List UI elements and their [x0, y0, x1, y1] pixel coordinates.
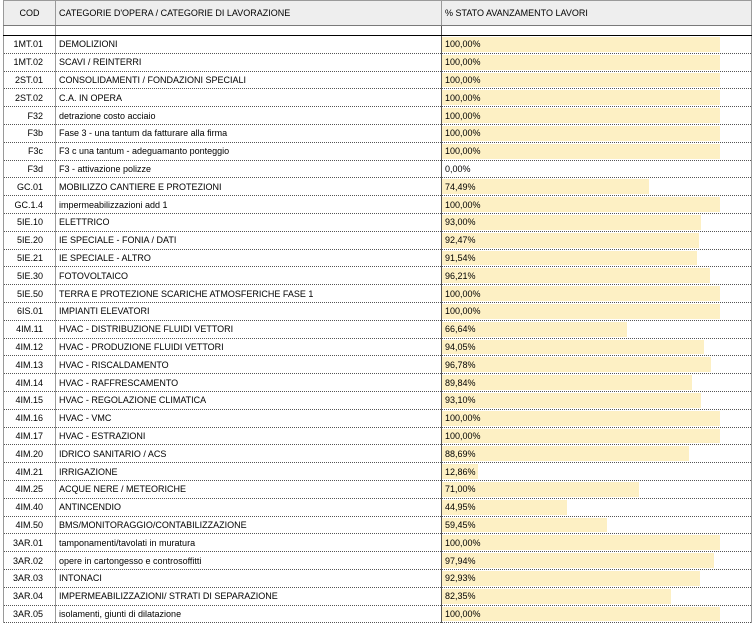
cell-categoria[interactable]: HVAC - ESTRAZIONI [56, 427, 442, 445]
table-row[interactable] [4, 338, 752, 356]
cell-stato[interactable] [442, 142, 752, 160]
progress-value: 100,00% [445, 608, 481, 619]
cell-stato[interactable] [442, 267, 752, 285]
cell-cod[interactable]: 4IM.50 [4, 516, 56, 534]
cell-stato[interactable] [442, 427, 752, 445]
cell-stato[interactable] [442, 356, 752, 374]
cell-stato[interactable] [442, 302, 752, 320]
cell-cod[interactable]: 4IM.11 [4, 320, 56, 338]
progress-value: 100,00% [445, 537, 481, 548]
cell-categoria[interactable]: MOBILIZZO CANTIERE E PROTEZIONI [56, 178, 442, 196]
cell-categoria[interactable]: BMS/MONITORAGGIO/CONTABILIZZAZIONE [56, 516, 442, 534]
cell-cod[interactable]: 3AR.05 [4, 605, 56, 623]
progress-value: 100,00% [445, 128, 481, 139]
progress-value: 44,95% [445, 502, 476, 513]
progress-value: 96,21% [445, 270, 476, 281]
cell-categoria[interactable]: detrazione costo acciaio [56, 107, 442, 125]
cell-cod[interactable]: F3b [4, 124, 56, 142]
column-header-cod[interactable]: COD [4, 1, 56, 26]
cell-categoria[interactable]: ACQUE NERE / METEORICHE [56, 480, 442, 498]
table-row[interactable] [4, 213, 752, 231]
cell-cod[interactable]: 6IS.01 [4, 302, 56, 320]
cell-stato[interactable] [442, 124, 752, 142]
cell-cod[interactable]: 4IM.40 [4, 498, 56, 516]
progress-value: 92,47% [445, 235, 476, 246]
cell-stato[interactable] [442, 605, 752, 623]
cell-cod[interactable]: 1MT.01 [4, 36, 56, 54]
progress-value: 12,86% [445, 466, 476, 477]
cell-categoria[interactable]: C.A. IN OPERA [56, 89, 442, 107]
table-body [4, 26, 752, 623]
cell-cod[interactable]: 4IM.25 [4, 480, 56, 498]
progress-value: 100,00% [445, 288, 481, 299]
spacer-cell [442, 26, 752, 36]
progress-value: 59,45% [445, 519, 476, 530]
table-row[interactable] [4, 178, 752, 196]
cell-categoria[interactable]: HVAC - RAFFRESCAMENTO [56, 374, 442, 392]
cell-cod[interactable]: 2ST.01 [4, 71, 56, 89]
cell-cod[interactable]: 4IM.15 [4, 391, 56, 409]
cell-stato[interactable] [442, 320, 752, 338]
cell-categoria[interactable]: HVAC - VMC [56, 409, 442, 427]
spacer-cell [4, 26, 56, 36]
cell-cod[interactable]: 4IM.12 [4, 338, 56, 356]
progress-value: 94,05% [445, 341, 476, 352]
cell-cod[interactable]: 5IE.50 [4, 285, 56, 303]
cell-cod[interactable]: GC.1.4 [4, 196, 56, 214]
progress-value: 92,93% [445, 573, 476, 584]
table-row[interactable] [4, 569, 752, 587]
progress-value: 82,35% [445, 591, 476, 602]
table-row[interactable] [4, 534, 752, 552]
cell-categoria[interactable]: isolamenti, giunti di dilatazione [56, 605, 442, 623]
table-row[interactable] [4, 320, 752, 338]
cell-cod[interactable]: 3AR.02 [4, 552, 56, 570]
cell-cod[interactable]: 4IM.13 [4, 356, 56, 374]
table-row[interactable] [4, 89, 752, 107]
cell-categoria[interactable]: ELETTRICO [56, 213, 442, 231]
progress-value: 97,94% [445, 555, 476, 566]
progress-value: 71,00% [445, 484, 476, 495]
table-row[interactable] [4, 302, 752, 320]
cell-cod[interactable]: 5IE.20 [4, 231, 56, 249]
table-row[interactable] [4, 445, 752, 463]
cell-cod[interactable]: 4IM.17 [4, 427, 56, 445]
table-row[interactable] [4, 196, 752, 214]
cell-categoria[interactable]: HVAC - REGOLAZIONE CLIMATICA [56, 391, 442, 409]
cell-stato[interactable] [442, 89, 752, 107]
cell-stato[interactable] [442, 285, 752, 303]
progress-value: 100,00% [445, 146, 481, 157]
cell-categoria[interactable]: IE SPECIALE - ALTRO [56, 249, 442, 267]
cell-categoria[interactable]: FOTOVOLTAICO [56, 267, 442, 285]
cell-cod[interactable]: 3AR.01 [4, 534, 56, 552]
table-row[interactable] [4, 249, 752, 267]
cell-stato[interactable] [442, 498, 752, 516]
cell-cod[interactable]: 4IM.20 [4, 445, 56, 463]
table-header-row [4, 1, 752, 26]
cell-stato[interactable] [442, 374, 752, 392]
table-row[interactable] [4, 463, 752, 481]
progress-value: 100,00% [445, 110, 481, 121]
progress-value: 100,00% [445, 92, 481, 103]
progress-value: 100,00% [445, 430, 481, 441]
progress-value: 100,00% [445, 413, 481, 424]
cell-stato[interactable] [442, 36, 752, 54]
cell-cod[interactable]: 4IM.21 [4, 463, 56, 481]
cell-stato[interactable] [442, 107, 752, 125]
table-row[interactable] [4, 124, 752, 142]
progress-value: 88,69% [445, 448, 476, 459]
cell-categoria[interactable]: HVAC - RISCALDAMENTO [56, 356, 442, 374]
table-row[interactable] [4, 36, 752, 54]
progress-table-sheet [3, 0, 751, 623]
cell-categoria[interactable]: IRRIGAZIONE [56, 463, 442, 481]
cell-categoria[interactable]: F3 c una tantum - adeguamanto ponteggio [56, 142, 442, 160]
table-row[interactable] [4, 285, 752, 303]
cell-categoria[interactable]: IMPIANTI ELEVATORI [56, 302, 442, 320]
table-row[interactable] [4, 552, 752, 570]
cell-categoria[interactable]: TERRA E PROTEZIONE SCARICHE ATMOSFERICHE FASE 1 [56, 285, 442, 303]
cell-categoria[interactable]: F3 - attivazione polizze [56, 160, 442, 178]
column-header-categoria[interactable]: CATEGORIE D'OPERA / CATEGORIE DI LAVORAZIONE [56, 1, 442, 26]
progress-value: 0,00% [445, 163, 471, 174]
table-row[interactable] [4, 53, 752, 71]
table-row[interactable] [4, 160, 752, 178]
cell-cod[interactable]: 4IM.14 [4, 374, 56, 392]
table-row[interactable] [4, 267, 752, 285]
cell-stato[interactable] [442, 587, 752, 605]
progress-value: 89,84% [445, 377, 476, 388]
cell-stato[interactable] [442, 534, 752, 552]
cell-categoria[interactable]: IMPERMEABILIZZAZIONI/ STRATI DI SEPARAZIONE [56, 587, 442, 605]
cell-cod[interactable]: 5IE.30 [4, 267, 56, 285]
table-row[interactable] [4, 427, 752, 445]
cell-stato[interactable] [442, 160, 752, 178]
cell-stato[interactable] [442, 463, 752, 481]
progress-value: 100,00% [445, 57, 481, 68]
cell-stato[interactable] [442, 480, 752, 498]
cell-cod[interactable]: 4IM.16 [4, 409, 56, 427]
spacer-cell [56, 26, 442, 36]
cell-cod[interactable]: 5IE.10 [4, 213, 56, 231]
table-row[interactable] [4, 142, 752, 160]
cell-categoria[interactable]: DEMOLIZIONI [56, 36, 442, 54]
cell-categoria[interactable]: opere in cartongesso e controsoffitti [56, 552, 442, 570]
table-row[interactable] [4, 356, 752, 374]
cell-stato[interactable] [442, 231, 752, 249]
cell-cod[interactable]: F3c [4, 142, 56, 160]
cell-categoria[interactable]: IE SPECIALE - FONIA / DATI [56, 231, 442, 249]
cell-cod[interactable]: 3AR.04 [4, 587, 56, 605]
cell-categoria[interactable]: IDRICO SANITARIO / ACS [56, 445, 442, 463]
cell-cod[interactable]: 2ST.02 [4, 89, 56, 107]
progress-table [3, 0, 752, 623]
cell-categoria[interactable]: tamponamenti/tavolati in muratura [56, 534, 442, 552]
table-row[interactable] [4, 587, 752, 605]
progress-value: 100,00% [445, 74, 481, 85]
cell-stato[interactable] [442, 53, 752, 71]
cell-stato[interactable] [442, 213, 752, 231]
table-row[interactable] [4, 71, 752, 89]
cell-stato[interactable] [442, 409, 752, 427]
table-row[interactable] [4, 480, 752, 498]
progress-value: 100,00% [445, 306, 481, 317]
cell-categoria[interactable]: CONSOLIDAMENTI / FONDAZIONI SPECIALI [56, 71, 442, 89]
cell-stato[interactable] [442, 391, 752, 409]
column-header-stato[interactable]: % STATO AVANZAMENTO LAVORI [442, 1, 752, 26]
cell-stato[interactable] [442, 71, 752, 89]
table-row[interactable] [4, 374, 752, 392]
progress-value: 96,78% [445, 359, 476, 370]
cell-stato[interactable] [442, 552, 752, 570]
progress-value: 100,00% [445, 199, 481, 210]
progress-value: 100,00% [445, 39, 481, 50]
cell-stato[interactable] [442, 249, 752, 267]
progress-value: 66,64% [445, 324, 476, 335]
cell-stato[interactable] [442, 516, 752, 534]
table-row[interactable] [4, 605, 752, 623]
cell-stato[interactable] [442, 338, 752, 356]
table-row[interactable] [4, 409, 752, 427]
cell-cod[interactable]: 5IE.21 [4, 249, 56, 267]
table-row[interactable] [4, 231, 752, 249]
cell-categoria[interactable]: ANTINCENDIO [56, 498, 442, 516]
cell-cod[interactable]: GC.01 [4, 178, 56, 196]
progress-value: 91,54% [445, 252, 476, 263]
cell-stato[interactable] [442, 178, 752, 196]
spacer-row [4, 26, 752, 36]
table-row[interactable] [4, 391, 752, 409]
table-row[interactable] [4, 107, 752, 125]
cell-cod[interactable]: F3d [4, 160, 56, 178]
progress-value: 93,00% [445, 217, 476, 228]
cell-cod[interactable]: 3AR.03 [4, 569, 56, 587]
cell-cod[interactable]: F32 [4, 107, 56, 125]
cell-stato[interactable] [442, 445, 752, 463]
cell-cod[interactable]: 1MT.02 [4, 53, 56, 71]
table-row[interactable] [4, 498, 752, 516]
cell-stato[interactable] [442, 569, 752, 587]
cell-categoria[interactable]: HVAC - PRODUZIONE FLUIDI VETTORI [56, 338, 442, 356]
cell-categoria[interactable]: SCAVI / REINTERRI [56, 53, 442, 71]
cell-categoria[interactable]: impermeabilizzazioni add 1 [56, 196, 442, 214]
cell-stato[interactable] [442, 196, 752, 214]
cell-categoria[interactable]: Fase 3 - una tantum da fatturare alla firma [56, 124, 442, 142]
progress-value: 93,10% [445, 395, 476, 406]
progress-value: 74,49% [445, 181, 476, 192]
cell-categoria[interactable]: HVAC - DISTRIBUZIONE FLUIDI VETTORI [56, 320, 442, 338]
cell-categoria[interactable]: INTONACI [56, 569, 442, 587]
table-row[interactable] [4, 516, 752, 534]
